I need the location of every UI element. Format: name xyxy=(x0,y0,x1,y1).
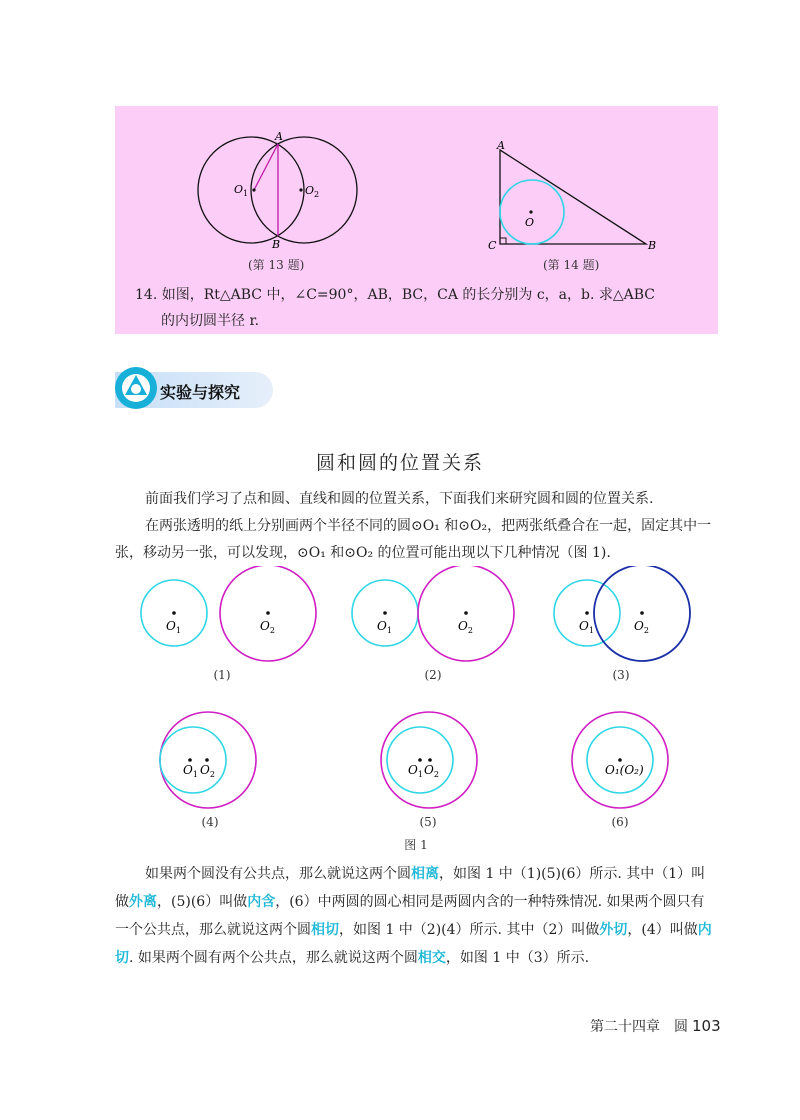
triangle-abc xyxy=(500,150,646,244)
keyword-xiangqie: 相切 xyxy=(311,922,339,938)
o1-label: $O_1$ xyxy=(183,763,198,779)
label-a: A xyxy=(275,130,283,143)
problem-14-line1: 14. 如图，Rt△ABC 中，∠C=90°，AB，BC，CA 的长分别为 c，a，b. 求△ABC xyxy=(135,287,656,303)
panel-5-circles xyxy=(381,712,477,808)
keyword-waiqie: 外切 xyxy=(599,922,628,938)
intro-paragraph-1: 前面我们学习了点和圆、直线和圆的位置关系，下面我们来研究圆和圆的位置关系. xyxy=(145,491,654,507)
body-text xyxy=(115,860,715,972)
body-paragraph: 如果两个圆没有公共点，那么就说这两个圆相离，如图 1 中（1)(5)(6）所示. 其中（1）叫做外离，(5)(6）叫做内含，(6）中两圆的圆心相同是两圆内含的一种特殊情况. 如果两个圆只有一个公共点，那么就说这两个圆相切，如图 1 中（2)(4）所示. 其中（2）叫做外切，(4）叫做内切. 如果两个圆有两个公共点，那么就说这两个圆相交，如图 1 中（3）所示. xyxy=(115,866,712,966)
fig14-caption: (第 14 题) xyxy=(543,258,600,272)
keyword-neihan: 内含 xyxy=(247,894,276,910)
page-number: 103 xyxy=(692,1017,721,1035)
section-logo-icon xyxy=(112,364,160,412)
label-c: C xyxy=(488,239,497,252)
keyword-waili: 外离 xyxy=(129,894,157,910)
intro-text xyxy=(115,486,715,567)
panel-1-circles xyxy=(141,566,316,661)
keyword-xiangli: 相离 xyxy=(411,866,439,882)
panel-6-circles xyxy=(572,712,668,808)
label-o1: $O_1$ xyxy=(234,183,249,198)
panel-3-circles xyxy=(554,566,690,661)
label-o: O xyxy=(525,216,535,229)
center-o2 xyxy=(299,188,302,191)
panel-label-1: (1) xyxy=(213,668,231,682)
section-title: 实验与探究 xyxy=(160,383,241,402)
problem-14-line2: 的内切圆半径 r. xyxy=(161,313,260,329)
label-o2: $O_2$ xyxy=(305,184,320,199)
panel-label-4: (4) xyxy=(201,815,219,829)
o2-label: $O_2$ xyxy=(458,619,473,635)
o2-label: $O_2$ xyxy=(260,619,275,635)
panel-label-2: (2) xyxy=(424,668,442,682)
figure-14 xyxy=(488,138,660,256)
o2-label: $O_2$ xyxy=(634,619,649,635)
right-angle-mark xyxy=(500,238,506,244)
figure-caption: 图 1 xyxy=(404,838,428,852)
o1-o2-label: O₁(O₂) xyxy=(605,763,644,777)
label-b: B xyxy=(272,238,281,251)
center-o xyxy=(529,210,532,213)
o1-label: $O_1$ xyxy=(166,619,181,635)
figure-13 xyxy=(190,128,370,252)
o2-label: $O_2$ xyxy=(200,763,215,779)
fig13-caption: (第 13 题) xyxy=(248,258,305,272)
panel-2-circles xyxy=(352,566,514,661)
panel-4-circles xyxy=(160,712,256,808)
page-footer xyxy=(590,1016,721,1036)
keyword-neiqie: 内切 xyxy=(115,922,712,966)
center-o1 xyxy=(252,188,255,191)
chapter-label: 第二十四章 圆 xyxy=(590,1019,688,1035)
page-title: 圆和圆的位置关系 xyxy=(315,452,484,474)
label-b: B xyxy=(648,239,657,252)
o1-label: $O_1$ xyxy=(377,619,392,635)
intro-paragraph-2: 在两张透明的纸上分别画两个半径不同的圆⊙O₁ 和⊙O₂，把两张纸叠合在一起，固定其中一张，移动另一张，可以发现，⊙O₁ 和⊙O₂ 的位置可能出现以下几种情况（图 1). xyxy=(115,518,712,561)
panel-label-6: (6) xyxy=(611,815,629,829)
o2-label: $O_2$ xyxy=(424,763,439,779)
problem-14 xyxy=(135,282,705,334)
label-a: A xyxy=(497,139,505,152)
figure-1 xyxy=(130,566,710,836)
panel-label-5: (5) xyxy=(419,815,437,829)
keyword-xiangjiao: 相交 xyxy=(417,950,446,966)
o1-label: $O_1$ xyxy=(579,619,594,635)
o1-label: $O_1$ xyxy=(408,763,423,779)
panel-label-3: (3) xyxy=(612,668,630,682)
radius-o1a xyxy=(254,144,278,190)
